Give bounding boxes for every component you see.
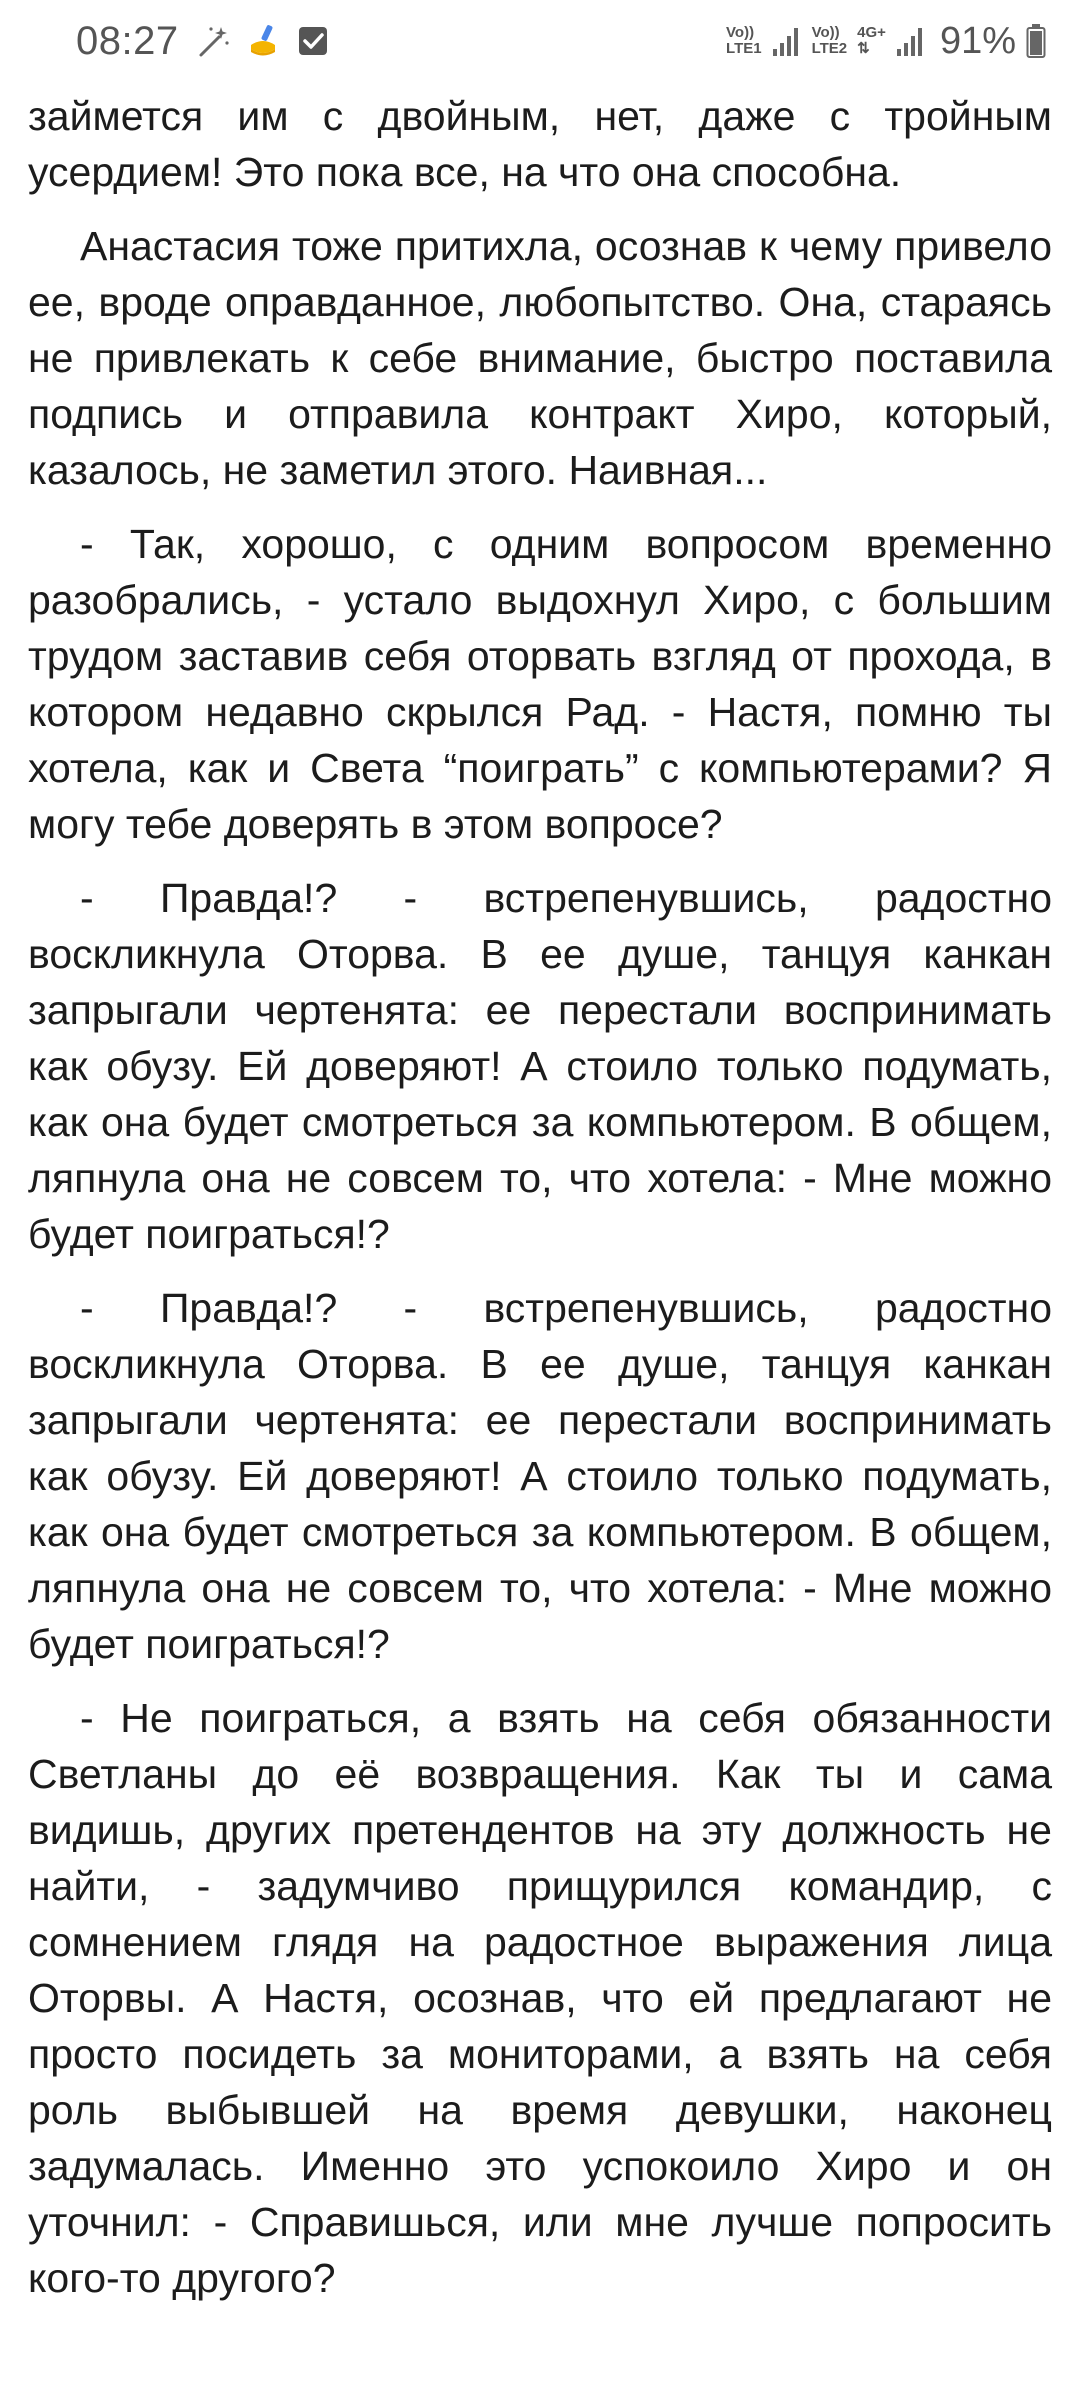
signal-sim1-icon <box>772 25 802 57</box>
sim1-label: Vo)) LTE1 <box>726 24 762 57</box>
status-bar <box>0 0 1080 82</box>
paragraph: - Правда!? - встрепенувшись, радостно воскликнула Оторва. В ее душе, танцуя канкан запрыгали чертенята: ее перестали воспринимать как обузу. Ей доверяют! А стоило только подумать, как она будет смотреться за компьютером. В общем, ляпнула она не совсем то, что хотела: - Мне можно будет поиграться!? <box>28 875 1052 1257</box>
network-type-label: 4G+ ⇅ <box>857 24 886 57</box>
sim2-label: Vo)) LTE2 <box>811 24 848 57</box>
status-indicators <box>726 20 1046 63</box>
magic-wand-icon <box>195 23 231 59</box>
paragraph: Анастасия тоже притихла, осознав к чему привело ее, вроде оправданное, любопытство. Она, стараясь не привлекать к себе внимание, быстро поставила подпись и отправила контракт Хиро, который, казалось, не заметил этого. Наивная... <box>28 223 1052 493</box>
notification-icons <box>195 23 331 59</box>
cleaner-brush-icon <box>245 23 281 59</box>
battery-percent: 91% <box>939 19 1016 62</box>
battery-icon <box>1026 23 1046 59</box>
checkbox-icon <box>295 23 331 59</box>
paragraph: займется им с двойным, нет, даже с тройным усердием! Это пока все, на что она способна. <box>28 93 1052 195</box>
signal-sim2-icon <box>896 25 926 57</box>
paragraph: - Правда!? - встрепенувшись, радостно воскликнула Оторва. В ее душе, танцуя канкан запрыгали чертенята: ее перестали воспринимать как обузу. Ей доверяют! А стоило только подумать, как она будет смотреться за компьютером. В общем, ляпнула она не совсем то, что хотела: - Мне можно будет поиграться!? <box>28 1285 1052 1667</box>
book-text[interactable] <box>28 88 1052 2324</box>
data-arrows-icon: ⇅ <box>857 40 870 57</box>
paragraph: - Так, хорошо, с одним вопросом временно разобрались, - устало выдохнул Хиро, с большим трудом заставив себя оторвать взгляд от прохода, в котором недавно скрылся Рад. - Настя, помню ты хотела, как и Света “поиграть” с компьютерами? Я могу тебе доверять в этом вопросе? <box>28 521 1052 847</box>
status-time: 08:27 <box>76 18 179 63</box>
paragraph: - Не поиграться, а взять на себя обязанности Светланы до её возвращения. Как ты и сама видишь, других претендентов на эту должность не найти, - задумчиво прищурился командир, с сомнением глядя на радостное выражения лица Оторвы. А Настя, осознав, что ей предлагают не просто посидеть за мониторами, а взять на себя роль выбывшей на время девушки, наконец задумалась. Именно это успокоило Хиро и он уточнил: - Справишься, или мне лучше попросить кого-то другого? <box>28 1695 1052 2301</box>
